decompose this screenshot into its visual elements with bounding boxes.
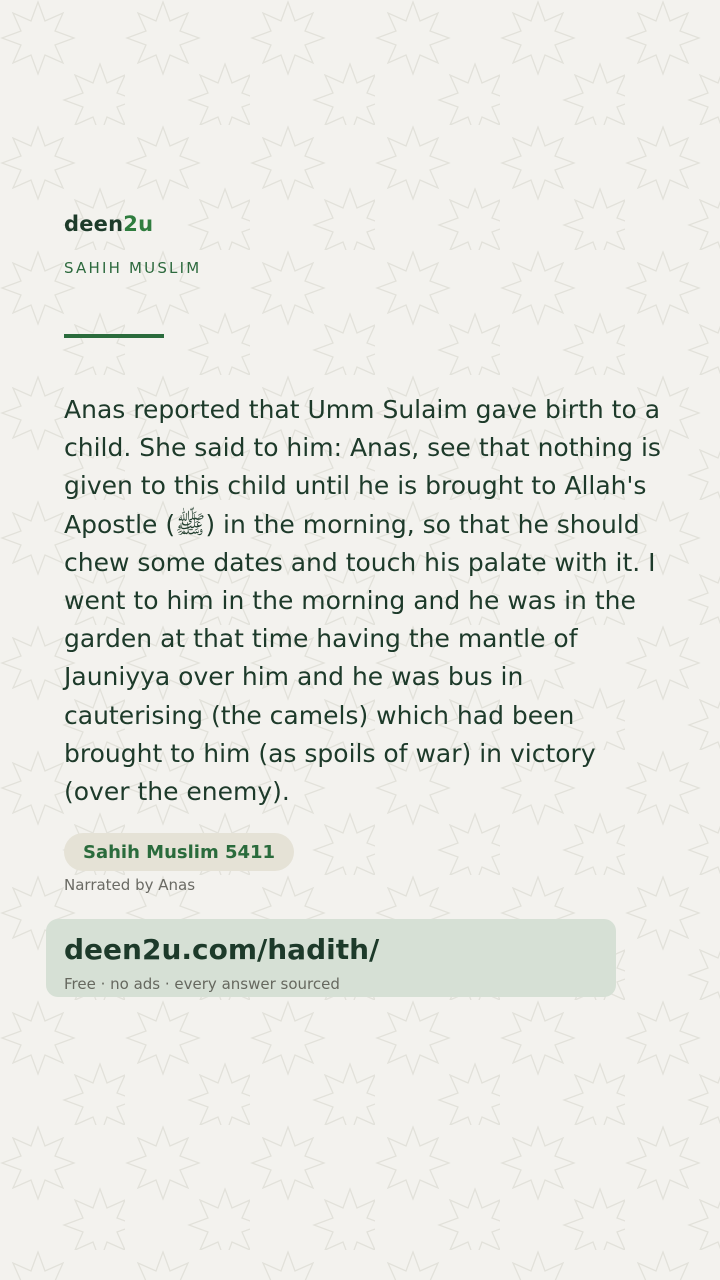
- divider: [64, 334, 164, 338]
- brand-name-main: deen: [64, 212, 124, 236]
- brand-name-accent: 2u: [123, 212, 154, 236]
- hadith-text: Anas reported that Umm Sulaim gave birth to a child. She said to him: Anas, see that nothing is given to this child until he is brought to Allah's Apostle (ﷺ) in the morning, so that he should chew some dates and touch his palate with it. I went to him in the morning and he was in the garden at that time having the mantle of Jauniyya over him and he was bus in cauterising (the camels) which had been brought to him (as spoils of war) in victory (over the enemy).: [64, 395, 661, 807]
- website-cta-box[interactable]: [46, 919, 616, 997]
- website-url-link[interactable]: deen2u.com/hadith/: [64, 933, 380, 966]
- narrator-text: Narrated by Anas: [64, 876, 196, 894]
- hadith-reference-badge: Sahih Muslim 5411: [64, 833, 294, 871]
- brand-logo: [64, 212, 153, 236]
- collection-label: SAHIH MUSLIM: [64, 259, 202, 277]
- website-tagline: Free · no ads · every answer sourced: [64, 975, 340, 993]
